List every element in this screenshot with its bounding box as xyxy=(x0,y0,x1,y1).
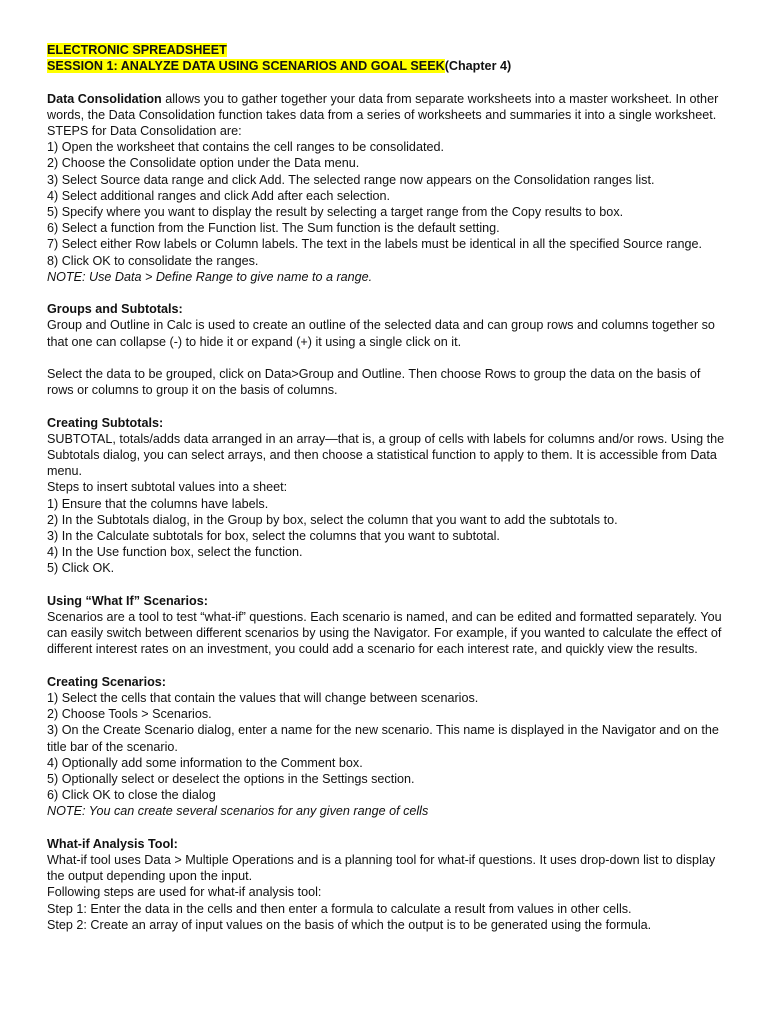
consolidation-term: Data Consolidation xyxy=(47,91,162,106)
list-item: 6) Click OK to close the dialog xyxy=(47,788,216,803)
scenarios-note: NOTE: You can create several scenarios for any given range of cells xyxy=(47,804,429,819)
subtotals-para: SUBTOTAL, totals/adds data arranged in an array—that is, a group of cells with labels for columns and/or rows. Using the Subtotals dialog, you can select arrays, and then choose a statistical function to apply to them. It is accessible from Data menu. xyxy=(47,431,725,479)
list-item: 1) Ensure that the columns have labels. xyxy=(47,496,269,511)
subtotals-heading: Creating Subtotals: xyxy=(47,415,164,430)
list-item: 5) Click OK. xyxy=(47,561,115,576)
groups-heading: Groups and Subtotals: xyxy=(47,302,183,317)
list-item: 6) Select a function from the Function list. The Sum function is the default setting. xyxy=(47,221,500,236)
list-item: 4) In the Use function box, select the function. xyxy=(47,545,303,560)
whatif-tool-heading: What-if Analysis Tool: xyxy=(47,836,178,851)
title-highlight: ELECTRONIC SPREADSHEET xyxy=(47,43,227,57)
list-item: Step 1: Enter the data in the cells and then enter a formula to calculate a result from values in other cells. xyxy=(47,901,632,916)
list-item: 4) Select additional ranges and click Add after each selection. xyxy=(47,188,391,203)
doc-title xyxy=(47,42,728,58)
list-item: 5) Specify where you want to display the result by selecting a target range from the Copy results to box. xyxy=(47,205,624,220)
list-item: 1) Select the cells that contain the values that will change between scenarios. xyxy=(47,691,479,706)
list-item: 1) Open the worksheet that contains the cell ranges to be consolidated. xyxy=(47,140,444,155)
groups-para-2: Select the data to be grouped, click on Data>Group and Outline. Then choose Rows to group the data on the basis of rows or columns to group it on the basis of columns. xyxy=(47,367,701,398)
creating-scenarios-heading: Creating Scenarios: xyxy=(47,674,166,689)
consolidation-note: NOTE: Use Data > Define Range to give name to a range. xyxy=(47,269,373,284)
groups-para-1: Group and Outline in Calc is used to create an outline of the selected data and can group rows and columns together so that one can collapse (-) to hide it or expand (+) it using a single click on it. xyxy=(47,318,715,349)
list-item: 2) Choose Tools > Scenarios. xyxy=(47,707,212,722)
consolidation-intro-text: allows you to gather together your data from separate worksheets into a master worksheet. In other words, the Data Consolidation function takes data from a series of worksheets and summaries it into a single worksheet. xyxy=(47,91,719,122)
list-item: 3) On the Create Scenario dialog, enter a name for the new scenario. This name is displayed in the Navigator and on the title bar of the scenario. xyxy=(47,723,719,754)
session-title xyxy=(47,58,728,74)
list-item: 8) Click OK to consolidate the ranges. xyxy=(47,253,259,268)
chapter-ref: (Chapter 4) xyxy=(444,59,512,74)
list-item: 2) Choose the Consolidate option under the Data menu. xyxy=(47,156,360,171)
subtotals-steps-title: Steps to insert subtotal values into a sheet: xyxy=(47,480,288,495)
consolidation-steps-title: STEPS for Data Consolidation are: xyxy=(47,124,242,138)
list-item: 5) Optionally select or deselect the options in the Settings section. xyxy=(47,772,415,787)
list-item: 3) In the Calculate subtotals for box, select the columns that you want to subtotal. xyxy=(47,529,500,544)
list-item: Step 2: Create an array of input values on the basis of which the output is to be generated using the formula. xyxy=(47,917,652,932)
list-item: 3) Select Source data range and click Add. The selected range now appears on the Consolidation ranges list. xyxy=(47,172,655,187)
whatif-tool-para: What-if tool uses Data > Multiple Operations and is a planning tool for what-if questions. It uses drop-down list to display the output depending upon the input. xyxy=(47,853,716,884)
whatif-scenarios-heading: Using “What If” Scenarios: xyxy=(47,593,208,608)
list-item: 2) In the Subtotals dialog, in the Group by box, select the column that you want to add the subtotals to. xyxy=(47,512,618,527)
session-highlight: SESSION 1: ANALYZE DATA USING SCENARIOS AND GOAL SEEK xyxy=(47,59,445,74)
consolidation-intro xyxy=(47,91,728,123)
list-item: 4) Optionally add some information to the Comment box. xyxy=(47,755,363,770)
whatif-tool-steps-title: Following steps are used for what-if analysis tool: xyxy=(47,885,322,900)
list-item: 7) Select either Row labels or Column labels. The text in the labels must be identical in all the specified Source range. xyxy=(47,237,702,252)
whatif-scenarios-para: Scenarios are a tool to test “what-if” questions. Each scenario is named, and can be edited and formatted separately. You can easily switch between different scenarios by using the Navigator. For example, if you wanted to calculate the effect of different interest rates on an investment, you could add a scenario for each interest rate, and quickly view the results. xyxy=(47,610,722,657)
